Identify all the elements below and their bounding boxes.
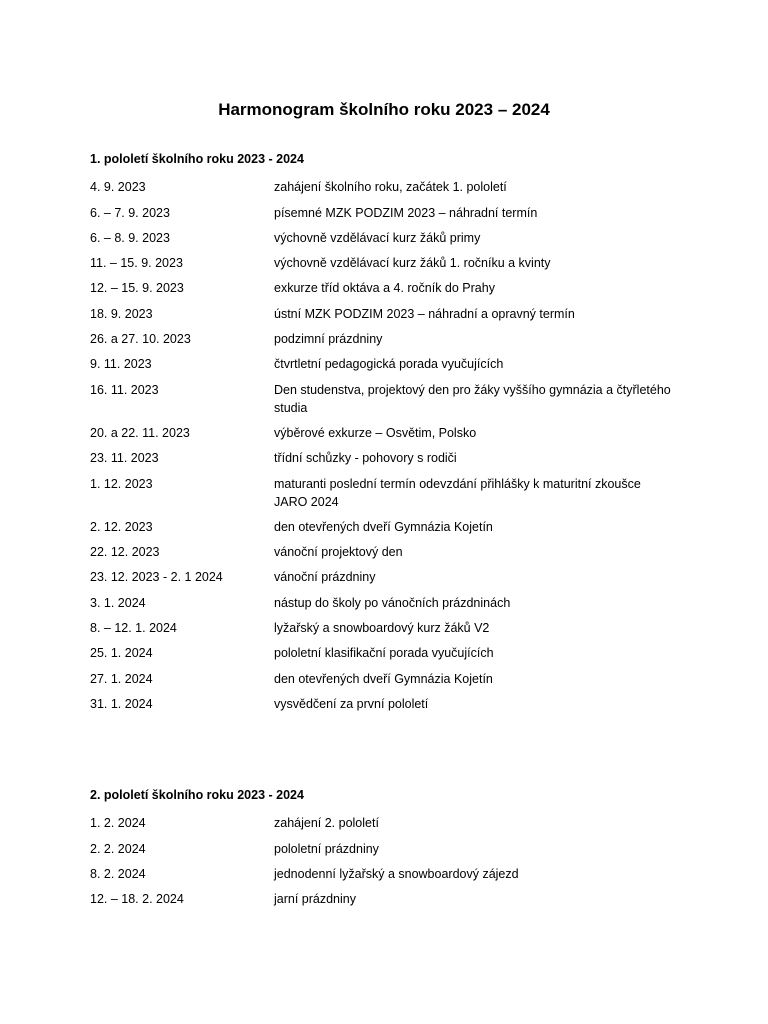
section-second-semester [90,787,690,908]
row-event: ústní MZK PODZIM 2023 – náhradní a opravný termín [274,306,575,321]
schedule-row [90,279,690,297]
schedule-list [90,178,690,713]
schedule-row [90,449,690,467]
section-first-semester [90,151,690,713]
schedule-row [90,518,690,536]
schedule-row [90,229,690,247]
row-date: 9. 11. 2023 [90,357,152,372]
section-heading: 1. pololetí školního roku 2023 - 2024 [90,152,304,166]
row-date: 16. 11. 2023 [90,382,159,397]
row-date: 23. 11. 2023 [90,451,159,466]
row-event: pololetní klasifikační porada vyučujících [274,646,494,661]
row-date: 3. 1. 2024 [90,595,146,610]
schedule-row [90,670,690,688]
row-event: čtvrtletní pedagogická porada vyučujících [274,357,504,372]
row-event: den otevřených dveří Gymnázia Kojetín [274,671,493,686]
schedule-row [90,644,690,662]
row-event: nástup do školy po vánočních prázdninách [274,595,511,610]
row-date: 12. – 15. 9. 2023 [90,281,184,296]
row-date: 11. – 15. 9. 2023 [90,256,183,271]
row-event: výběrové exkurze – Osvětim, Polsko [274,425,477,440]
schedule-row [90,381,690,417]
row-date: 6. – 7. 9. 2023 [90,205,170,220]
row-date: 18. 9. 2023 [90,306,153,321]
schedule-row [90,814,690,832]
schedule-row [90,543,690,561]
row-event: zahájení 2. pololetí [274,816,379,831]
row-date: 1. 12. 2023 [90,476,153,491]
schedule-row [90,330,690,348]
row-date: 2. 2. 2024 [90,841,146,856]
row-date: 22. 12. 2023 [90,545,160,560]
row-event: vysvědčení za první pololetí [274,696,429,711]
row-date: 8. – 12. 1. 2024 [90,621,177,636]
schedule-row [90,594,690,612]
row-date: 2. 12. 2023 [90,519,153,534]
schedule-row [90,890,690,908]
row-event: Den studenstva, projektový den pro žáky vyššího gymnázia a čtyřletého studia [274,382,671,415]
row-event: exkurze tříd oktáva a 4. ročník do Prahy [274,281,495,296]
schedule-row [90,475,690,511]
row-event: výchovně vzdělávací kurz žáků primy [274,230,481,245]
row-event: zahájení školního roku, začátek 1. pololetí [274,180,507,195]
row-event: pololetní prázdniny [274,841,379,856]
schedule-row [90,865,690,883]
row-date: 26. a 27. 10. 2023 [90,332,191,347]
row-event: jarní prázdniny [274,892,356,907]
row-event: vánoční projektový den [274,545,403,560]
document-title: Harmonogram školního roku 2023 – 2024 [218,100,550,119]
row-event: den otevřených dveří Gymnázia Kojetín [274,519,493,534]
row-date: 8. 2. 2024 [90,866,146,881]
schedule-row [90,695,690,713]
row-event: jednodenní lyžařský a snowboardový zájezd [274,866,519,881]
row-event: vánoční prázdniny [274,570,376,585]
schedule-row [90,619,690,637]
row-event: třídní schůzky - pohovory s rodiči [274,451,457,466]
row-date: 27. 1. 2024 [90,671,153,686]
row-event: maturanti poslední termín odevzdání přihlášky k maturitní zkoušce JARO 2024 [274,476,641,509]
schedule-row [90,178,690,196]
row-date: 23. 12. 2023 - 2. 1 2024 [90,570,223,585]
schedule-row [90,305,690,323]
row-date: 25. 1. 2024 [90,646,153,661]
row-date: 20. a 22. 11. 2023 [90,425,190,440]
row-date: 6. – 8. 9. 2023 [90,230,170,245]
row-event: písemné MZK PODZIM 2023 – náhradní termín [274,205,538,220]
row-event: výchovně vzdělávací kurz žáků 1. ročníku a kvinty [274,256,551,271]
schedule-row [90,840,690,858]
row-date: 31. 1. 2024 [90,696,153,711]
schedule-row [90,568,690,586]
schedule-row [90,254,690,272]
schedule-row [90,204,690,222]
schedule-row [90,355,690,373]
schedule-list [90,814,690,908]
row-date: 1. 2. 2024 [90,816,146,831]
row-date: 4. 9. 2023 [90,180,146,195]
row-event: lyžařský a snowboardový kurz žáků V2 [274,621,490,636]
row-date: 12. – 18. 2. 2024 [90,892,184,907]
row-event: podzimní prázdniny [274,332,383,347]
section-heading: 2. pololetí školního roku 2023 - 2024 [90,788,304,802]
schedule-row [90,424,690,442]
